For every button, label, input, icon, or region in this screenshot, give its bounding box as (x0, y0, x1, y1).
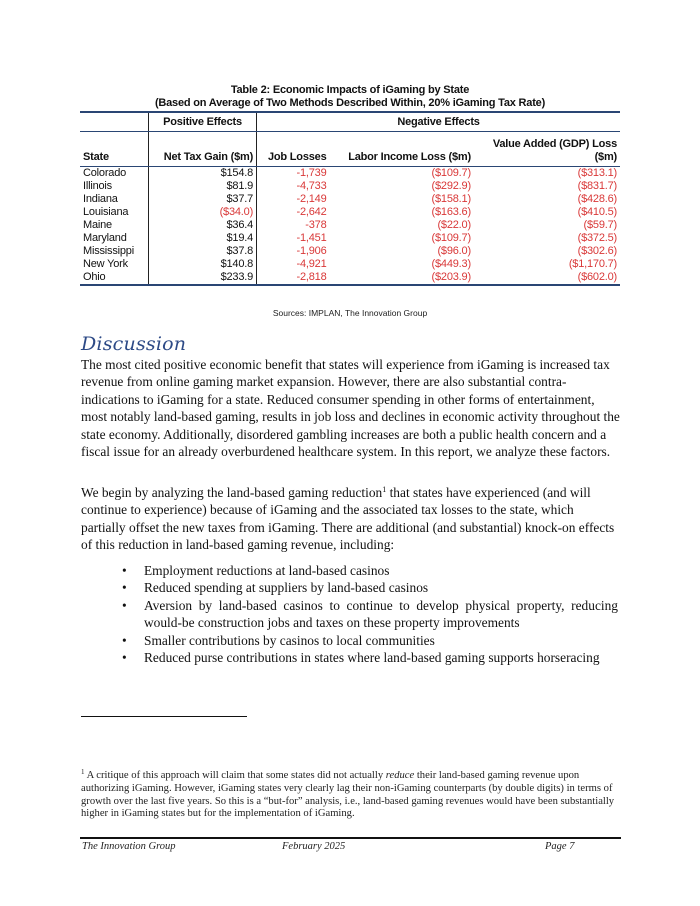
list-item (102, 597, 618, 632)
footer-date: February 2025 (282, 841, 346, 852)
section-heading-discussion: Discussion (81, 333, 187, 355)
cell-labor-income-loss: ($109.7) (431, 167, 471, 179)
group-header-row (80, 112, 620, 132)
cell-state: Illinois (83, 180, 112, 192)
footer-company: The Innovation Group (82, 841, 176, 852)
column-header-row (80, 132, 620, 167)
list-item-text: Aversion by land-based casinos to continue to develop physical property, reducing would-be construction jobs and taxes on these property improvements (144, 597, 618, 631)
cell-labor-income-loss: ($203.9) (330, 271, 474, 285)
cell-job-losses: -4,921 (257, 258, 330, 271)
table-row (80, 193, 620, 206)
col-header-value-added-line2: ($m) (594, 151, 617, 163)
cell-state: Louisiana (83, 206, 129, 218)
cell-net-tax-gain: $36.4 (149, 219, 257, 232)
list-item-text: Reduced purse contributions in states where land-based gaming supports horseracing (144, 650, 600, 666)
cell-value-added-loss: ($831.7) (577, 180, 617, 192)
cell-state: New York (83, 258, 128, 270)
cell-net-tax-gain: $19.4 (149, 232, 257, 245)
table-title: Table 2: Economic Impacts of iGaming by State (230, 84, 470, 96)
col-header-value-added-loss (474, 132, 620, 167)
footnote-text-before: A critique of this approach will claim that some states did not actually (84, 770, 386, 781)
footnote-number: 1 (81, 768, 85, 776)
cell-job-losses: -378 (257, 219, 330, 232)
cell-job-losses: -2,642 (257, 206, 330, 219)
footer-page-number: Page 7 (545, 841, 575, 852)
footer-rule (80, 837, 621, 839)
cell-labor-income-loss: ($109.7) (431, 232, 471, 244)
cell-value-added-loss: ($428.6) (577, 193, 617, 205)
cell-state: Colorado (83, 167, 127, 179)
cell-job-losses: -2,818 (257, 271, 330, 285)
table-row (80, 271, 620, 285)
table-row (80, 232, 620, 245)
table-subtitle: (Based on Average of Two Methods Described Within, 20% iGaming Tax Rate) (154, 97, 546, 109)
bullet-icon: • (122, 597, 127, 613)
table-row (80, 206, 620, 219)
footnote-separator (81, 716, 247, 717)
cell-net-tax-gain: $154.8 (149, 167, 257, 181)
cell-job-losses: -1,906 (257, 245, 330, 258)
paragraph-2-text-before: We begin by analyzing the land-based gaming reduction (81, 485, 383, 500)
cell-net-tax-gain: $81.9 (149, 180, 257, 193)
bullet-icon: • (122, 650, 127, 666)
cell-value-added-loss: ($410.5) (577, 206, 617, 218)
cell-value-added-loss: ($1,170.7) (568, 258, 617, 270)
col-header-labor-income-loss: Labor Income Loss ($m) (330, 132, 474, 167)
cell-labor-income-loss: ($96.0) (437, 245, 471, 257)
effects-bullet-list (102, 562, 618, 666)
cell-net-tax-gain: $233.9 (149, 271, 257, 285)
cell-state: Indiana (83, 193, 118, 205)
table-sources: Sources: IMPLAN, The Innovation Group (272, 308, 428, 318)
footnote-ref-1[interactable]: 1 (382, 485, 387, 494)
cell-labor-income-loss: ($22.0) (437, 219, 471, 231)
cell-labor-income-loss: ($292.9) (431, 180, 471, 192)
paragraph-2 (81, 484, 621, 554)
cell-job-losses: -1,739 (257, 167, 330, 181)
footnote-text-after: their land-based gaming revenue upon authorizing iGaming. However, iGaming states very clearly lag their non-iGaming counterparts (by double digits) in terms of growth over the last five years. So this is a “but-for” analysis, i.e., land-based gaming revenues would have been substantially higher in iGaming states but for the implementation of iGaming. (81, 770, 615, 820)
group-header-empty (80, 112, 149, 132)
cell-value-added-loss: ($313.1) (577, 167, 617, 179)
list-item (102, 579, 618, 596)
cell-value-added-loss: ($59.7) (583, 219, 617, 231)
col-header-net-tax-gain: Net Tax Gain ($m) (149, 132, 257, 167)
economic-impacts-table (80, 111, 620, 286)
cell-labor-income-loss: ($163.6) (431, 206, 471, 218)
cell-labor-income-loss: ($158.1) (431, 193, 471, 205)
group-header-positive: Positive Effects (149, 112, 257, 132)
bullet-icon: • (122, 580, 127, 596)
cell-state: Ohio (80, 271, 149, 285)
col-header-value-added-line1: Value Added (GDP) Loss (492, 138, 617, 150)
table-row (80, 258, 620, 271)
cell-job-losses: -4,733 (257, 180, 330, 193)
cell-job-losses: -2,149 (257, 193, 330, 206)
bullet-icon: • (122, 632, 127, 648)
table-row (80, 180, 620, 193)
cell-net-tax-gain: $37.8 (149, 245, 257, 258)
cell-labor-income-loss: ($449.3) (431, 258, 471, 270)
cell-state: Mississippi (83, 245, 134, 257)
table-caption (80, 84, 620, 110)
bullet-icon: • (122, 563, 127, 578)
table-row (80, 167, 620, 181)
cell-net-tax-gain: $140.8 (149, 258, 257, 271)
cell-state: Maryland (83, 232, 127, 244)
list-item-text: Employment reductions at land-based casinos (144, 563, 390, 578)
col-header-state: State (80, 132, 149, 167)
paragraph-1: The most cited positive economic benefit that states will experience from iGaming is increased tax revenue from online gaming market expansion. However, there are also substantial contra-indications to iGaming for a state. Reduced consumer spending in other forms of entertainment, most notably land-based gaming, results in job loss and declines in economic activity throughout the state economy. Additionally, disordered gambling increases are both a public health concern and a fiscal issue for an already overburdened healthcare system. In this report, we analyze these factors. (81, 357, 620, 460)
cell-state: Maine (83, 219, 112, 231)
table-row (80, 245, 620, 258)
cell-job-losses: -1,451 (257, 232, 330, 245)
cell-value-added-loss: ($302.6) (577, 245, 617, 257)
list-item-text: Smaller contributions by casinos to local communities (144, 632, 435, 648)
cell-value-added-loss: ($372.5) (577, 232, 617, 244)
list-item-text: Reduced spending at suppliers by land-based casinos (144, 580, 429, 596)
list-item (102, 632, 618, 649)
paragraph-2-text-after: that states have experienced (and will continue to experience) because of iGaming and the associated tax losses to the state, which partially offset the new taxes from iGaming. There are additional (and substantial) knock-on effects of this reduction in land-based gaming revenue, including: (81, 485, 615, 553)
cell-net-tax-gain: ($34.0) (149, 206, 257, 219)
group-header-negative: Negative Effects (257, 112, 620, 132)
list-item (102, 649, 618, 666)
col-header-job-losses: Job Losses (257, 132, 330, 167)
list-item (102, 562, 618, 579)
cell-value-added-loss: ($602.0) (474, 271, 620, 285)
footnote-1 (81, 770, 619, 821)
footnote-text-italic: reduce (385, 770, 415, 781)
cell-net-tax-gain: $37.7 (149, 193, 257, 206)
table-row (80, 219, 620, 232)
